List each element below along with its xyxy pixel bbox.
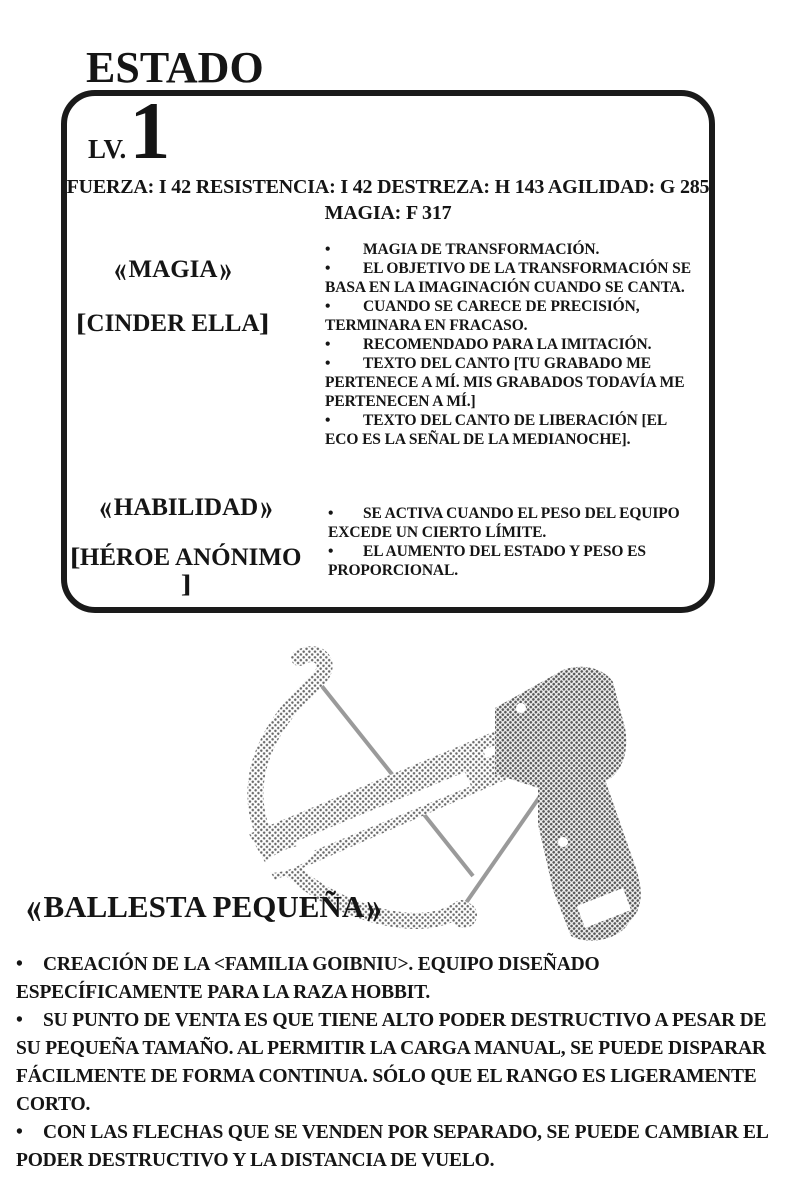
list-item-text: EL AUMENTO DEL ESTADO Y PESO ES PROPORCIONAL. [328,543,646,579]
magic-name-text: CINDER ELLA [86,309,260,337]
lenticular-open-bracket: [ [69,543,81,571]
bullet-icon: • [328,543,334,560]
bullet-icon: • [325,260,331,277]
skill-name-text: HÉROE ANÓNIMO [79,543,302,571]
bullet-icon: • [16,954,23,975]
bullet-icon: • [325,336,331,353]
bullet-icon: • [16,1010,23,1031]
list-item-text: CREACIÓN DE LA <FAMILIA GOIBNIU>. EQUIPO DISEÑADO ESPECÍFICAMENTE PARA LA RAZA HOBBIT. [16,954,600,1003]
lenticular-close-bracket: ] [181,570,192,599]
double-angle-close-bracket: » [219,247,232,291]
level-value: 1 [129,85,171,176]
double-angle-open-bracket: « [99,485,112,529]
bullet-icon: • [328,505,334,522]
list-item-text: SE ACTIVA CUANDO EL PESO DEL EQUIPO EXCEDE UN CIERTO LÍMITE. [328,505,680,541]
item-title-text: BALLESTA PEQUEÑA [43,889,365,924]
bullet-icon: • [16,1122,23,1143]
list-item-text: SU PUNTO DE VENTA ES QUE TIENE ALTO PODER DESTRUCTIVO A PESAR DE SU PEQUEÑA TAMAÑO. AL PERMITIR LA CARGA MANUAL, SE PUEDE DISPARAR FÁCILMENTE DE FORMA CONTINUA. SÓLO QUE EL RANGO ES LIGERAMENTE CORTO. [16,1010,767,1115]
double-angle-close-bracket: » [366,878,382,935]
double-angle-open-bracket: « [26,878,42,935]
magic-heading-text: MAGIA [128,256,218,283]
lenticular-close-bracket: ] [259,309,271,337]
skill-heading-text: HABILIDAD [113,494,259,521]
bullet-icon: • [325,241,331,258]
list-item-text: MAGIA DE TRANSFORMACIÓN. [363,241,600,258]
list-item-text: RECOMENDADO PARA LA IMITACIÓN. [363,336,652,353]
list-item-text: CUANDO SE CARECE DE PRECISIÓN, TERMINARA EN FRACASO. [325,298,640,334]
bullet-icon: • [325,355,331,372]
list-item-text: TEXTO DEL CANTO DE LIBERACIÓN [EL ECO ES LA SEÑAL DE LA MEDIANOCHE]. [325,412,667,448]
stats-line-1: FUERZA: I 42 RESISTENCIA: I 42 DESTREZA: H 143 AGILIDAD: G 285 [66,176,710,198]
list-item-text: EL OBJETIVO DE LA TRANSFORMACIÓN SE BASA EN LA IMAGINACIÓN CUANDO SE CANTA. [325,260,691,296]
crossbow-grip-pin [558,837,568,847]
lenticular-open-bracket: [ [75,309,87,337]
bullet-icon: • [325,298,331,315]
list-item [16,1007,786,1119]
stats-line-2: MAGIA: F 317 [324,202,452,224]
list-item-text: CON LAS FLECHAS QUE SE VENDEN POR SEPARADO, SE PUEDE CAMBIAR EL PODER DESTRUCTIVO Y LA DISTANCIA DE VUELO. [16,1122,768,1171]
list-item [16,1119,786,1175]
level-display [88,85,171,176]
level-label: LV. [88,134,127,164]
crossbow-pin [516,703,526,713]
bullet-icon: • [325,412,331,429]
crossbow-receiver [495,667,626,796]
list-item-text: TEXTO DEL CANTO [TU GRABADO ME PERTENECE A MÍ. MIS GRABADOS TODAVÍA ME PERTENECEN A MÍ.] [325,355,685,410]
list-item [16,951,786,1007]
crossbow-bow-tip [451,902,477,928]
double-angle-open-bracket: « [114,247,127,291]
double-angle-close-bracket: » [260,485,273,529]
page-title: ESTADO [86,43,264,92]
item-title [26,878,382,935]
item-bullet-list [16,951,786,1175]
